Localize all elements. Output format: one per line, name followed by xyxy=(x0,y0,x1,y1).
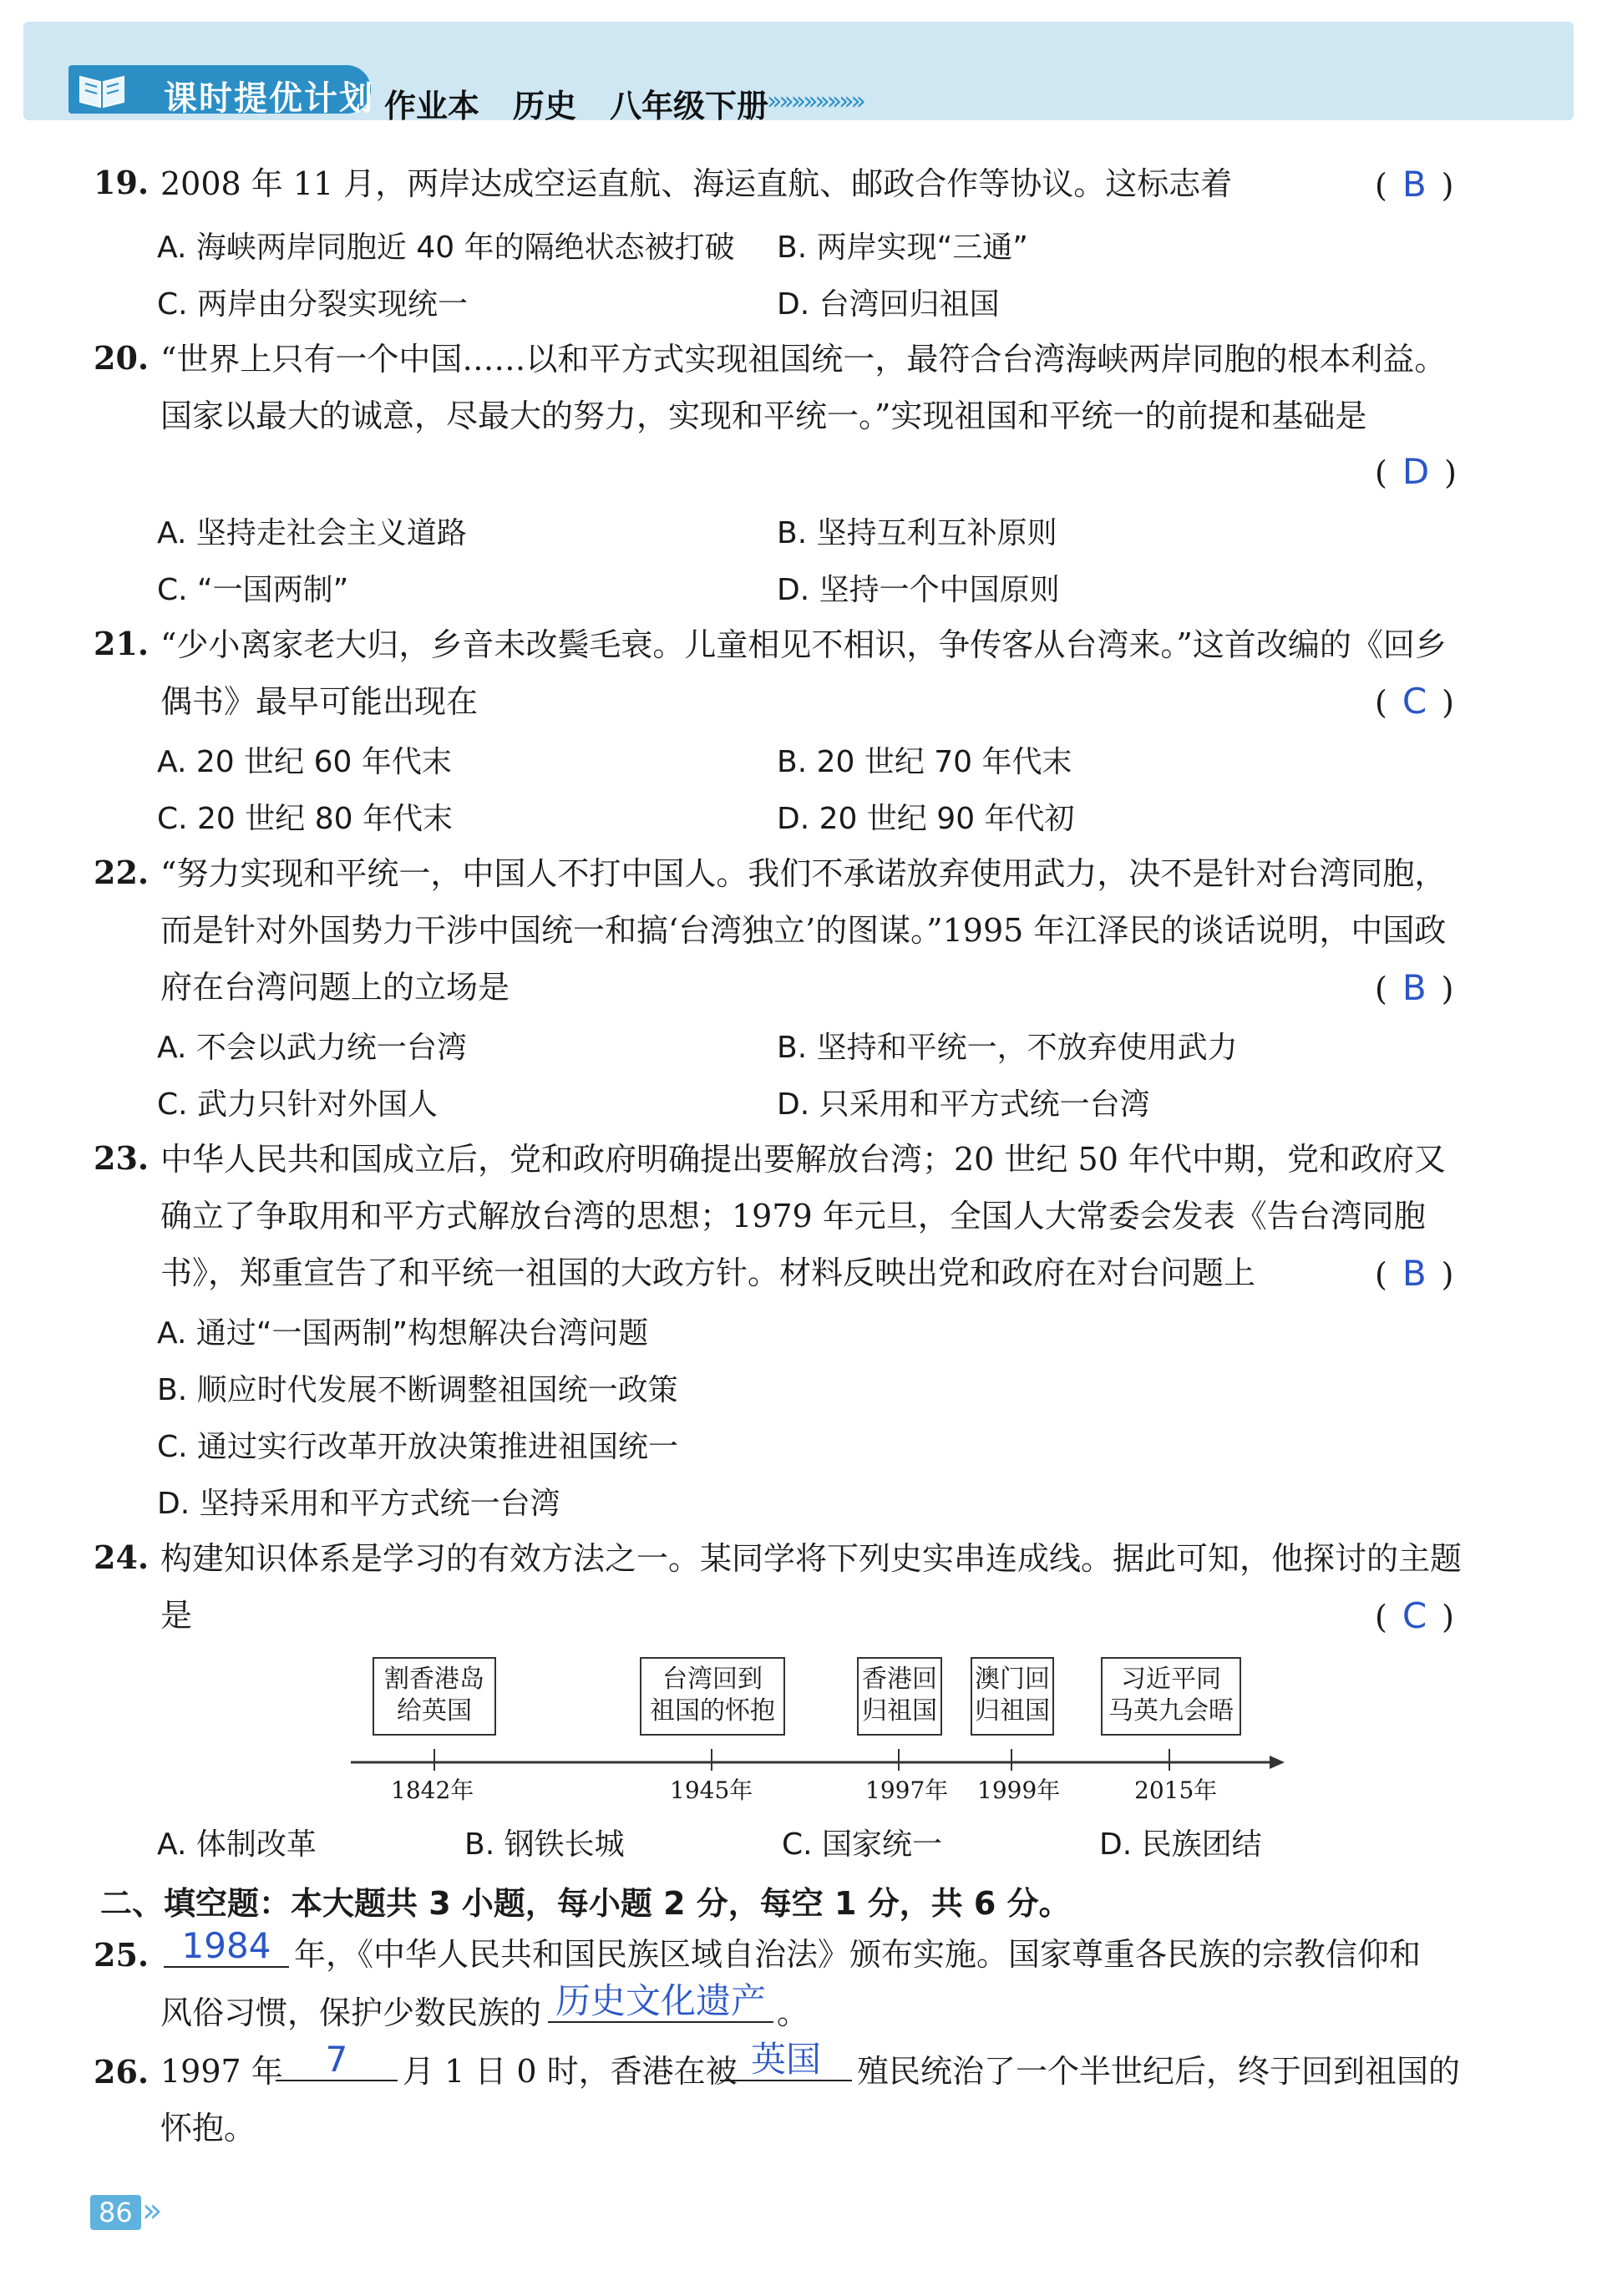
page-number: 86 xyxy=(90,2195,141,2230)
header-subtitle xyxy=(384,80,802,126)
answer-slot: ( B ) xyxy=(1375,1253,1454,1294)
option: B. 钢铁长城 xyxy=(464,1827,625,1862)
option: C. “一国两制” xyxy=(157,573,349,607)
timeline-event xyxy=(640,1657,785,1736)
option: D. 台湾回归祖国 xyxy=(777,287,1000,322)
header-sub-workbook: 作业本 xyxy=(384,88,480,124)
option: C. 国家统一 xyxy=(782,1827,943,1862)
question-text: 月 1 日 0 时，香港在被 xyxy=(403,2053,738,2090)
option: A. 坚持走社会主义道路 xyxy=(157,516,467,550)
chevron-right-icon: »»»»»»»» xyxy=(767,87,863,116)
timeline-year: 2015年 xyxy=(1134,1776,1218,1804)
timeline-event xyxy=(373,1657,496,1736)
answer-letter: B xyxy=(1402,1253,1427,1294)
answer-letter: B xyxy=(1402,967,1427,1008)
header-sub-subject: 历史 xyxy=(513,88,577,124)
option: C. 20 世纪 80 年代末 xyxy=(157,802,453,836)
header-sub-grade: 八年级下册 xyxy=(610,88,769,124)
fill-blank: 1984 xyxy=(164,1926,289,1968)
option: B. 20 世纪 70 年代末 xyxy=(777,745,1072,779)
fill-blank: 历史文化遗产 xyxy=(548,1981,773,2023)
answer-slot: ( C ) xyxy=(1375,1595,1454,1636)
question-number: 19. xyxy=(94,164,150,201)
option: A. 20 世纪 60 年代末 xyxy=(157,745,452,779)
question-stem: 2008 年 11 月，两岸达成空运直航、海运直航、邮政合作等协议。这标志着 xyxy=(160,165,1233,202)
option: B. 两岸实现“三通” xyxy=(777,231,1028,265)
option: D. 坚持一个中国原则 xyxy=(777,573,1060,607)
timeline-event-line: 归祖国 xyxy=(862,1696,937,1726)
option: A. 体制改革 xyxy=(157,1827,317,1862)
answer-letter: C xyxy=(1402,681,1427,722)
question-number: 22. xyxy=(94,854,150,891)
question-text: 风俗习惯，保护少数民族的 xyxy=(160,1994,542,2031)
timeline-event xyxy=(971,1657,1054,1736)
answer-slot: ( B ) xyxy=(1375,967,1454,1008)
timeline-year: 1945年 xyxy=(670,1776,753,1804)
question-number: 23. xyxy=(94,1139,150,1177)
timeline-year: 1997年 xyxy=(865,1776,949,1804)
timeline-event-line: 习近平同 xyxy=(1121,1665,1221,1694)
question-text: 1997 年 xyxy=(160,2053,283,2090)
question-stem: 中华人民共和国成立后，党和政府明确提出要解放台湾；20 世纪 50 年代中期，党和政府又确立了争取用和平方式解放台湾的思想；1979 年元旦，全国人大常委会发表《告台湾同胞书》，郑重宣告了和平统一祖国的大政方针。材料反映出党和政府在对台问题上 xyxy=(160,1141,1446,1291)
timeline-year: 1842年 xyxy=(391,1776,474,1804)
option: C. 通过实行改革开放决策推进祖国统一 xyxy=(157,1430,679,1464)
section-heading: 二、填空题：本大题共 3 小题，每小题 2 分，每空 1 分，共 6 分。 xyxy=(100,1885,1071,1922)
question-number: 24. xyxy=(94,1538,150,1576)
timeline-event-line: 香港回 xyxy=(862,1665,937,1694)
question-number: 21. xyxy=(94,625,150,662)
timeline-event-line: 澳门回 xyxy=(975,1665,1050,1694)
option: A. 海峡两岸同胞近 40 年的隔绝状态被打破 xyxy=(157,231,735,265)
question-text: 年，《中华人民共和国民族区域自治法》颁布实施。国家尊重各民族的宗教信仰和 xyxy=(294,1936,1422,1973)
question-number: 20. xyxy=(94,339,150,377)
timeline-event-line: 台湾回到 xyxy=(662,1665,763,1694)
option: A. 通过“一国两制”构想解决台湾问题 xyxy=(157,1316,649,1351)
answer-letter: D xyxy=(1402,451,1430,492)
chevron-right-icon: » xyxy=(142,2192,163,2230)
fill-blank: 英国 xyxy=(720,2040,852,2081)
timeline-event-line: 归祖国 xyxy=(975,1696,1050,1726)
answer-letter: C xyxy=(1402,1595,1427,1636)
question-text: 殖民统治了一个半世纪后，终于回到祖国的 xyxy=(857,2053,1461,2090)
option: C. 两岸由分裂实现统一 xyxy=(157,287,469,322)
answer-slot: ( B ) xyxy=(1375,164,1454,205)
answer-slot: ( D ) xyxy=(1375,451,1457,492)
option: B. 坚持和平统一，不放弃使用武力 xyxy=(777,1031,1238,1065)
timeline-event xyxy=(1101,1657,1241,1736)
option: D. 民族团结 xyxy=(1099,1827,1262,1862)
timeline-event xyxy=(857,1657,942,1736)
question-stem: “努力实现和平统一，中国人不打中国人。我们不承诺放弃使用武力，决不是针对台湾同胞，而是针对外国势力干涉中国统一和搞‘台湾独立’的图谋。”1995 年江泽民的谈话说明，中国政府在台湾问题上的立场是 xyxy=(160,855,1447,1006)
option: B. 坚持互利互补原则 xyxy=(777,516,1057,550)
question-stem: “少小离家老大归，乡音未改鬓毛衰。儿童相见不相识，争传客从台湾来。”这首改编的《回乡偶书》最早可能出现在 xyxy=(160,626,1447,720)
option: C. 武力只针对外国人 xyxy=(157,1087,439,1122)
book-icon xyxy=(77,68,127,110)
timeline-event-line: 割香港岛 xyxy=(384,1665,484,1694)
question-stem: 构建知识体系是学习的有效方法之一。某同学将下列史实串连成线。据此可知，他探讨的主题是 xyxy=(160,1540,1463,1634)
brand-title: 课时提优计划 xyxy=(164,79,374,118)
option: D. 20 世纪 90 年代初 xyxy=(777,802,1075,836)
option: A. 不会以武力统一台湾 xyxy=(157,1031,467,1065)
question-number: 26. xyxy=(94,2053,150,2091)
question-number: 25. xyxy=(94,1936,150,1974)
timeline-event-line: 马英九会晤 xyxy=(1108,1696,1234,1726)
fill-blank: 7 xyxy=(276,2040,398,2081)
timeline-event-line: 给英国 xyxy=(397,1696,472,1726)
option: D. 坚持采用和平方式统一台湾 xyxy=(157,1487,560,1521)
answer-letter: B xyxy=(1402,164,1427,205)
timeline-year: 1999年 xyxy=(977,1776,1061,1804)
option: B. 顺应时代发展不断调整祖国统一政策 xyxy=(157,1373,678,1407)
answer-slot: ( C ) xyxy=(1375,681,1454,722)
question-text: 怀抱。 xyxy=(160,2110,256,2146)
timeline-event-line: 祖国的怀抱 xyxy=(650,1696,775,1726)
question-text: 。 xyxy=(777,1994,809,2031)
option: D. 只采用和平方式统一台湾 xyxy=(777,1087,1150,1122)
question-stem: “世界上只有一个中国……以和平方式实现祖国统一，最符合台湾海峡两岸同胞的根本利益。国家以最大的诚意，尽最大的努力，实现和平统一。”实现祖国和平统一的前提和基础是 xyxy=(160,341,1447,434)
